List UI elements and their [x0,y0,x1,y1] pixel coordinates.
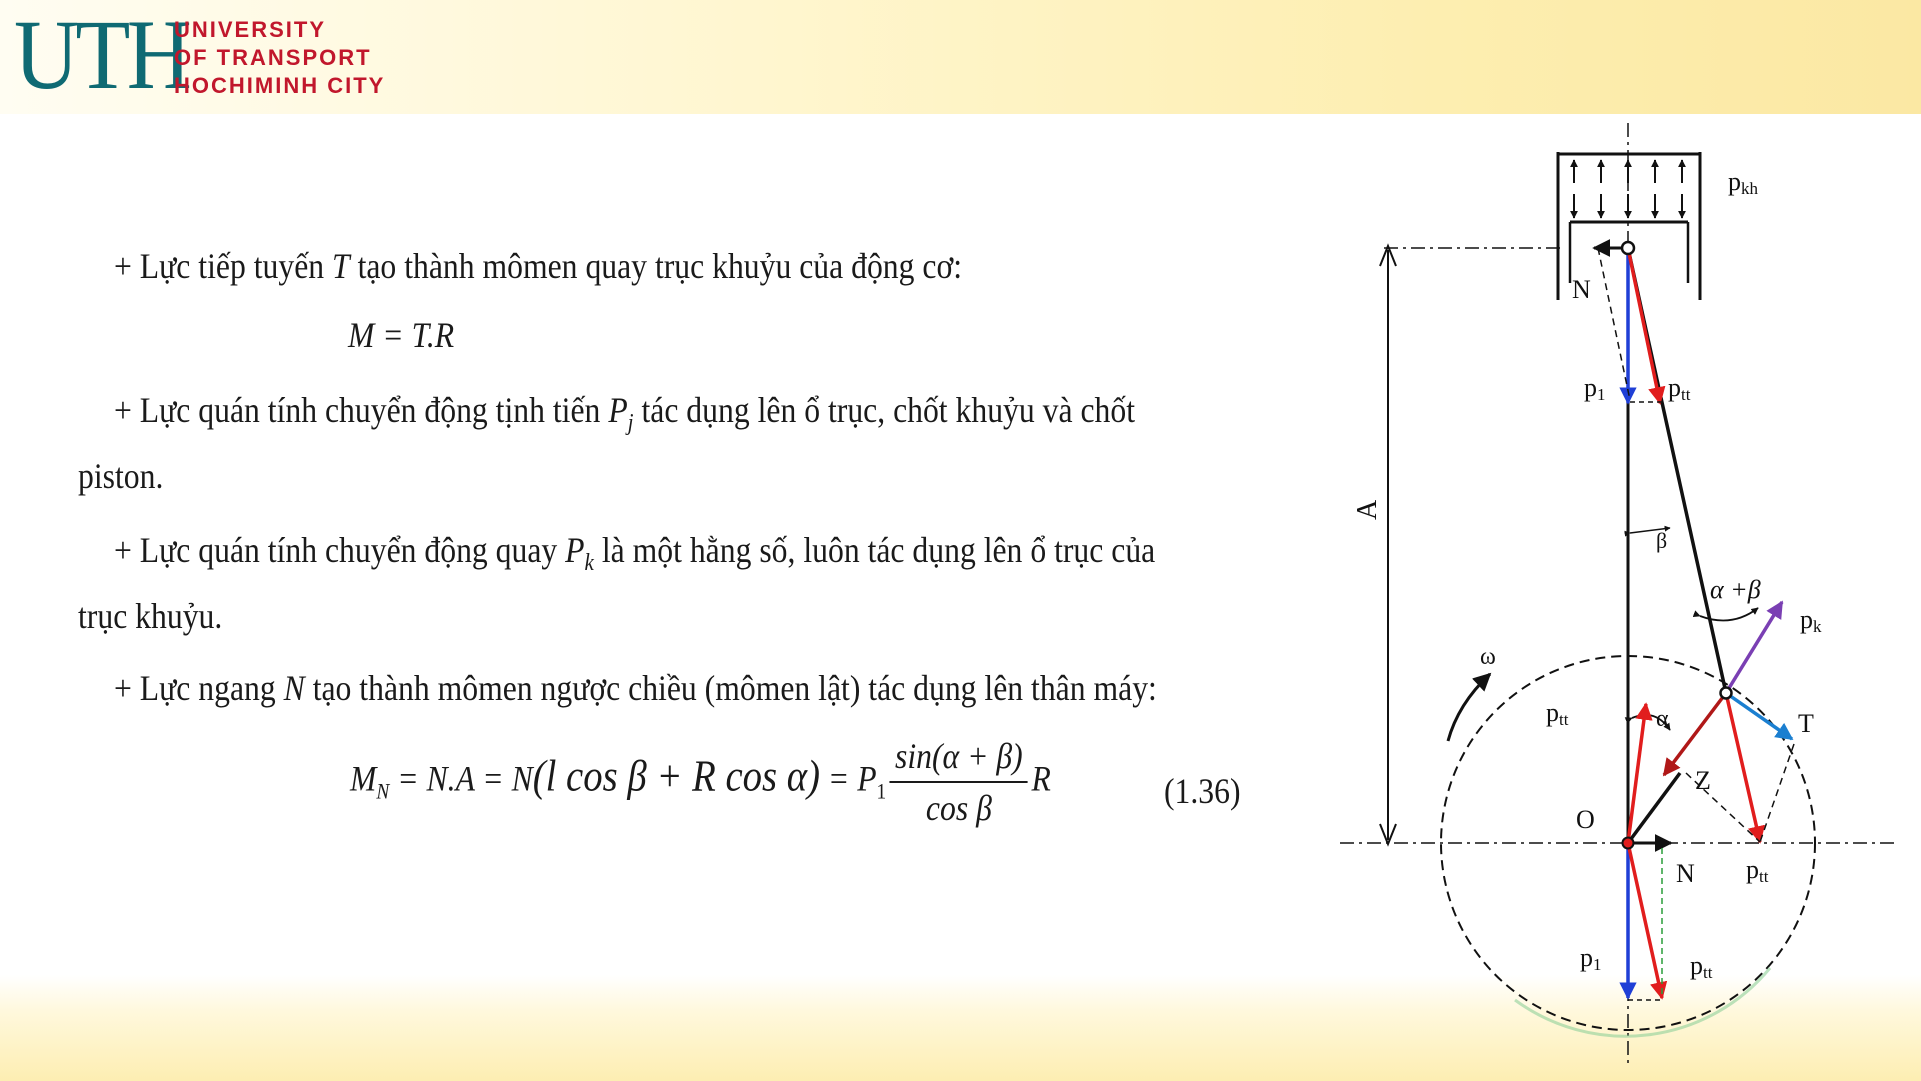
label-alpha: α [1656,706,1669,732]
force-pk [1726,602,1782,693]
force-z [1664,693,1726,775]
dash-t-construction [1760,744,1794,842]
label-a: A [1352,499,1383,520]
equation-torque: M = T.R [348,315,455,355]
crank-pin [1721,688,1732,699]
p2-suffix: tác dụng lên ổ trục, chốt khuỷu và chốt [633,390,1136,430]
logo-text [174,16,385,100]
crank-mechanism-diagram [1340,118,1900,1073]
logo-line-3: HOCHIMINH CITY [174,73,386,98]
label-ptt-top: ptt [1668,373,1691,404]
paragraph-rotational-inertia-cont: trục khuỷu. [78,596,223,636]
eq2-lhs-sub: N [376,778,390,804]
p3-var: P [565,530,585,570]
p3-sub: k [584,550,594,577]
piston-pin [1622,242,1634,254]
paragraph-translational-inertia [114,390,1136,443]
p4-var: N [283,668,305,708]
p1-var: T [332,246,350,286]
crank-center-o [1623,838,1634,849]
crank-circle-highlight [1515,968,1770,1036]
logo-line-2: OF TRANSPORT [174,45,372,70]
force-ptt-top [1628,248,1660,403]
label-n-bottom: N [1676,859,1695,888]
label-pk: pk [1800,605,1822,636]
label-p1-top: p1 [1584,373,1606,404]
p1-suffix: tạo thành mômen quay trục khuỷu của động cơ: [349,246,963,286]
logo-mark: UTH [14,0,189,110]
eq2-part2: = P [819,758,877,799]
label-omega: ω [1480,644,1496,670]
equation-overturning-moment [350,735,1051,829]
equation-number: (1.36) [1164,771,1241,811]
label-t: T [1798,709,1814,738]
label-ptt-right: ptt [1746,855,1769,886]
eq2-p-sub: 1 [876,778,887,804]
label-ptt-bottom: ptt [1690,951,1713,982]
p2-sub: j [627,410,634,437]
logo-line-1: UNIVERSITY [174,17,327,42]
header-bar [0,0,1921,114]
p2-var: P [608,390,628,430]
eq2-numerator: sin(α + β) [890,735,1028,783]
label-p1-bottom: p1 [1580,943,1602,974]
eq2-paren: (l cos β + R cos α) [532,751,820,801]
p4-suffix: tạo thành mômen ngược chiều (mômen lật) tác dụng lên thân máy: [304,668,1157,708]
label-beta: β [1656,528,1668,553]
label-pkh: pkh [1728,167,1758,198]
paragraph-tangential-force [114,246,962,286]
p2-prefix: + Lực quán tính chuyển động tịnh tiến [114,390,609,430]
p3-prefix: + Lực quán tính chuyển động quay [114,530,566,570]
eq2-fraction [890,735,1028,829]
label-z: Z [1695,766,1711,795]
paragraph-lateral-force [114,668,1157,708]
omega-arrow [1448,674,1490,741]
force-ptt-crank [1726,693,1760,842]
eq2-part1: = N.A = N [389,758,533,799]
eq2-lhs: M [350,758,377,799]
label-ptt-left: ptt [1546,698,1569,729]
force-ptt-bottom [1628,843,1662,998]
p1-prefix: + Lực tiếp tuyến [114,246,333,286]
label-n-top: N [1572,275,1591,304]
paragraph-rotational-inertia [114,530,1156,583]
p3-suffix: là một hằng số, luôn tác dụng lên ổ trục của [593,530,1156,570]
eq2-tail: R [1031,758,1051,799]
eq2-denominator: cos β [925,788,992,828]
p4-prefix: + Lực ngang [114,668,284,708]
label-o: O [1576,805,1595,834]
label-alpha-beta: α +β [1710,575,1761,604]
dash-n-construction [1598,248,1630,400]
paragraph-translational-inertia-cont: piston. [78,456,164,496]
